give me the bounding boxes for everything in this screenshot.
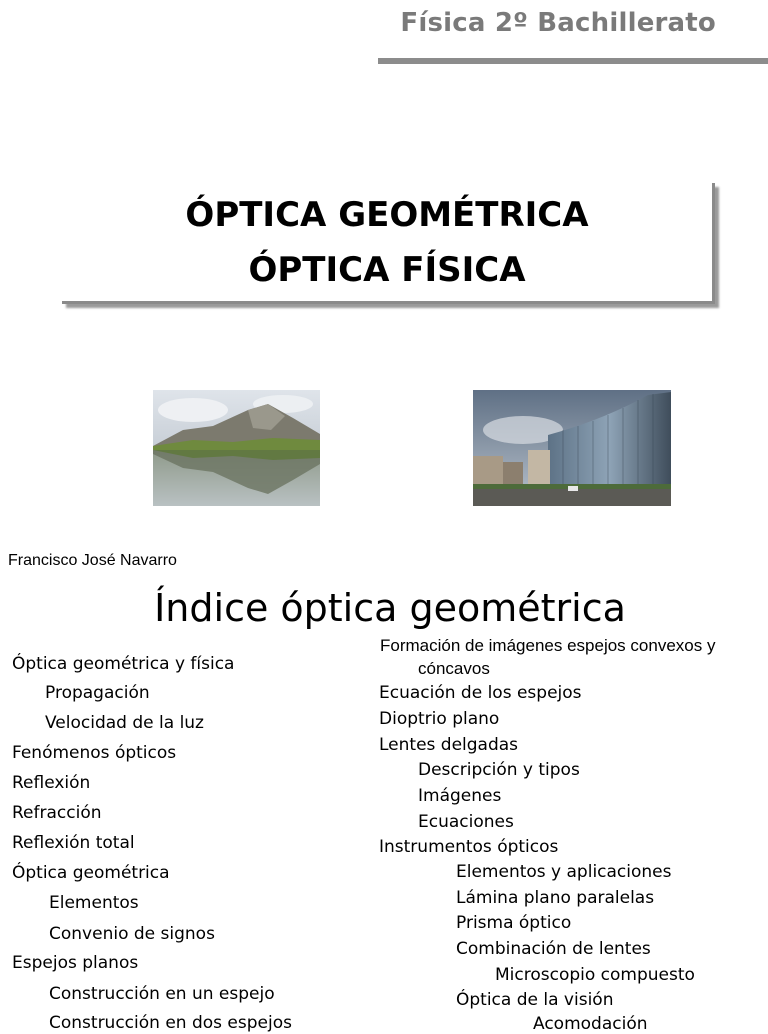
index-item: Ecuación de los espejos xyxy=(379,683,582,703)
index-item: Dioptrio plano xyxy=(379,709,500,729)
index-item: Reflexión total xyxy=(12,833,135,853)
index-item: Construcción en dos espejos xyxy=(49,1013,292,1033)
index-item: Reflexión xyxy=(12,773,91,793)
glass-building-photo xyxy=(473,390,671,506)
index-item: Óptica geométrica y física xyxy=(12,654,235,674)
index-item: Imágenes xyxy=(418,786,502,806)
index-item: Refracción xyxy=(12,803,102,823)
index-item: Fenómenos ópticos xyxy=(12,743,177,763)
index-item: Lámina plano paralelas xyxy=(456,888,655,908)
index-item: Velocidad de la luz xyxy=(45,713,204,733)
mountain-lake-photo xyxy=(153,390,320,506)
index-item: Óptica de la visión xyxy=(456,990,614,1010)
index-item: Construcción en un espejo xyxy=(49,984,275,1004)
title-box xyxy=(62,183,715,304)
index-title: Índice óptica geométrica xyxy=(154,586,626,630)
index-item: Óptica geométrica xyxy=(12,863,170,883)
index-item: Microscopio compuesto xyxy=(495,965,695,985)
index-item: Elementos y aplicaciones xyxy=(456,862,672,882)
index-item: Instrumentos ópticos xyxy=(379,837,559,857)
main-title-line-2: ÓPTICA FÍSICA xyxy=(248,250,526,290)
index-item: Descripción y tipos xyxy=(418,760,580,780)
index-item: cóncavos xyxy=(418,659,490,678)
header-rule xyxy=(378,58,768,64)
index-item: Prisma óptico xyxy=(456,913,572,933)
main-title-line-1: ÓPTICA GEOMÉTRICA xyxy=(185,195,589,235)
index-item: Propagación xyxy=(45,683,150,703)
index-item: Lentes delgadas xyxy=(379,735,519,755)
author-name: Francisco José Navarro xyxy=(8,552,177,569)
index-item: Elementos xyxy=(49,893,139,913)
index-item: Combinación de lentes xyxy=(456,939,651,959)
index-item: Convenio de signos xyxy=(49,924,215,944)
index-item: Ecuaciones xyxy=(418,812,514,832)
index-item: Formación de imágenes espejos convexos y xyxy=(380,636,716,655)
course-title: Física 2º Bachillerato xyxy=(400,8,716,38)
index-item: Acomodación xyxy=(533,1014,648,1034)
index-item: Espejos planos xyxy=(12,953,139,973)
